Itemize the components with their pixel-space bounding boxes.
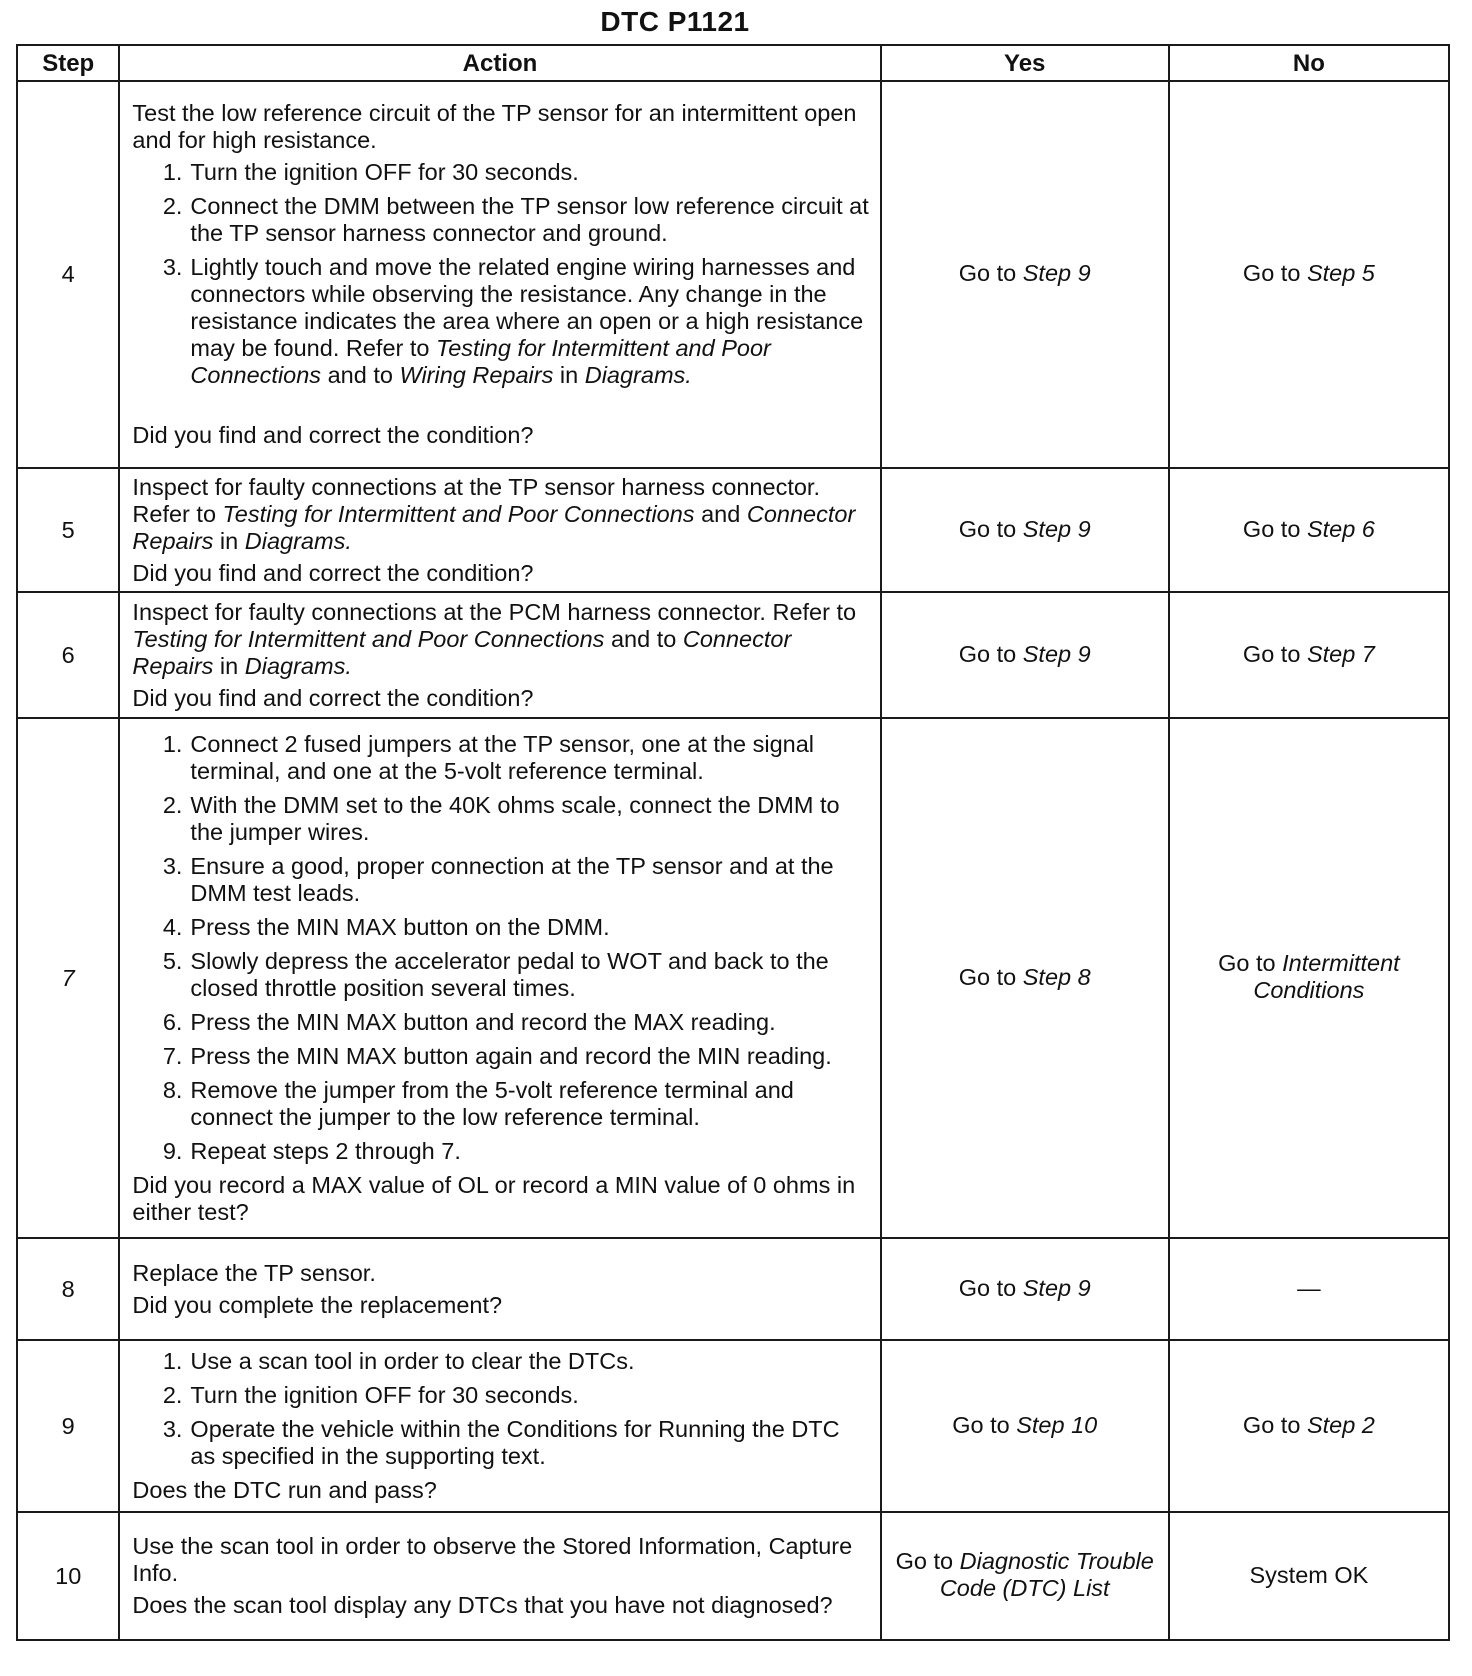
action-cell: [119, 1238, 880, 1340]
action-intro: Replace the TP sensor.: [132, 1259, 376, 1286]
no-cell: Go to Step 5: [1169, 81, 1449, 468]
list-item-text: Press the MIN MAX button again and record the MIN reading.: [190, 1042, 832, 1069]
header-step: Step: [17, 45, 119, 81]
goto-target: Step 10: [1016, 1411, 1098, 1438]
list-item-text: Turn the ignition OFF for 30 seconds.: [190, 159, 579, 185]
step-number: 10: [17, 1512, 119, 1640]
yes-cell: Go to Step 9: [881, 592, 1169, 718]
yes-cell: Go to Step 8: [881, 718, 1169, 1238]
goto-target: Step 7: [1306, 640, 1375, 667]
goto-target: Step 9: [1022, 1274, 1091, 1301]
step-number: 4: [17, 81, 119, 468]
list-item: 3. Ensure a good, proper connection at the TP sensor and at the DMM test leads.: [132, 853, 869, 907]
list-item: 1. Connect 2 fused jumpers at the TP sensor, one at the signal terminal, and one at the 5-volt reference terminal.: [132, 731, 869, 785]
yes-cell: Go to Step 9: [881, 1238, 1169, 1340]
reference-link: Testing for Intermittent and Poor Connections: [222, 500, 695, 527]
goto-target: Step 8: [1022, 963, 1091, 990]
action-question: Did you find and correct the condition?: [132, 422, 534, 448]
list-item: 6. Press the MIN MAX button and record the MAX reading.: [132, 1009, 869, 1036]
no-cell: Go to Step 2: [1169, 1340, 1449, 1512]
yes-cell: Go to Step 9: [881, 468, 1169, 592]
list-item-text: Remove the jumper from the 5-volt reference terminal and connect the jumper to the low reference terminal.: [190, 1076, 794, 1130]
action-intro: Inspect for faulty connections at the PCM harness connector. Refer to Testing for Intermittent and Poor Connections and to Connector Repairs in Diagrams.: [132, 598, 857, 679]
goto-target: Step 9: [1022, 640, 1091, 667]
step-number: 5: [17, 468, 119, 592]
action-cell: [119, 468, 880, 592]
substep-list: [132, 1348, 869, 1470]
action-intro: Use the scan tool in order to observe the Stored Information, Capture Info.: [132, 1533, 853, 1586]
list-item-text: Connect the DMM between the TP sensor low reference circuit at the TP sensor harness connector and ground.: [190, 193, 869, 246]
action-cell: [119, 592, 880, 718]
action-intro: Inspect for faulty connections at the TP sensor harness connector. Refer to Testing for Intermittent and Poor Connections and Connector Repairs in Diagrams.: [132, 473, 856, 554]
list-item: 4. Press the MIN MAX button on the DMM.: [132, 914, 869, 941]
action-question: Did you complete the replacement?: [132, 1291, 503, 1318]
reference-link: Diagrams.: [244, 652, 352, 679]
action-cell: [119, 1340, 880, 1512]
goto-target: Step 9: [1022, 260, 1091, 286]
header-yes: Yes: [881, 45, 1169, 81]
list-item: 7. Press the MIN MAX button again and record the MIN reading.: [132, 1043, 869, 1070]
action-question: Did you find and correct the condition?: [132, 559, 534, 586]
header-action: Action: [119, 45, 880, 81]
table-row: [17, 592, 1449, 718]
list-item-text: Slowly depress the accelerator pedal to WOT and back to the closed throttle position several times.: [190, 947, 829, 1001]
goto-target: Diagnostic Trouble Code (DTC) List: [939, 1548, 1154, 1601]
goto-target: Step 5: [1306, 260, 1375, 286]
list-item: 2. Connect the DMM between the TP sensor low reference circuit at the TP sensor harness connector and ground.: [162, 193, 869, 246]
reference-link: Diagrams.: [584, 362, 692, 388]
action-cell: [119, 81, 880, 468]
list-item: 8. Remove the jumper from the 5-volt reference terminal and connect the jumper to the low reference terminal.: [132, 1077, 869, 1131]
reference-link: Connector Repairs: [132, 625, 792, 679]
list-item-text: Lightly touch and move the related engine wiring harnesses and connectors while observing the resistance. Any change in the resistance indicates the area where an open or a high resistance may be found. Refer to Testing for Intermittent and Poor Connections and to Wiring Repairs in Diagrams.: [190, 254, 864, 388]
action-cell: [119, 1512, 880, 1640]
goto-target: Intermittent Conditions: [1253, 950, 1400, 1003]
step-number: 6: [17, 592, 119, 718]
table-row: [17, 1340, 1449, 1512]
reference-link: Diagrams.: [244, 527, 352, 554]
step-number: 7: [17, 718, 119, 1238]
list-item-text: Press the MIN MAX button and record the MAX reading.: [190, 1008, 776, 1035]
yes-cell: Go to Diagnostic Trouble Code (DTC) List: [881, 1512, 1169, 1640]
list-item-text: Use a scan tool in order to clear the DTCs.: [190, 1348, 635, 1374]
list-item: 3. Operate the vehicle within the Conditions for Running the DTC as specified in the supporting text.: [132, 1416, 869, 1470]
list-item: 2. With the DMM set to the 40K ohms scale, connect the DMM to the jumper wires.: [132, 792, 869, 846]
table-header-row: [17, 45, 1449, 81]
no-cell: Go to Step 7: [1169, 592, 1449, 718]
list-item: 2. Turn the ignition OFF for 30 seconds.: [132, 1382, 869, 1409]
table-row: [17, 1238, 1449, 1340]
list-item-text: Turn the ignition OFF for 30 seconds.: [190, 1382, 579, 1408]
action-question: Does the DTC run and pass?: [132, 1477, 437, 1503]
list-item: 5. Slowly depress the accelerator pedal to WOT and back to the closed throttle position several times.: [132, 948, 869, 1002]
table-row: [17, 718, 1449, 1238]
goto-target: Step 2: [1306, 1411, 1375, 1438]
action-question: Did you record a MAX value of OL or record a MIN value of 0 ohms in either test?: [132, 1171, 856, 1225]
substep-list: [132, 159, 869, 389]
table-row: [17, 1512, 1449, 1640]
list-item-text: With the DMM set to the 40K ohms scale, connect the DMM to the jumper wires.: [190, 791, 840, 845]
list-item: 9. Repeat steps 2 through 7.: [132, 1138, 869, 1165]
action-intro: Test the low reference circuit of the TP sensor for an intermittent open and for high resistance.: [132, 100, 857, 153]
list-item-text: Repeat steps 2 through 7.: [190, 1137, 461, 1164]
step-number: 8: [17, 1238, 119, 1340]
action-question: Does the scan tool display any DTCs that you have not diagnosed?: [132, 1592, 833, 1618]
list-item-text: Operate the vehicle within the Conditions for Running the DTC as specified in the supporting text.: [190, 1416, 840, 1469]
no-cell: —: [1169, 1238, 1449, 1340]
list-item-text: Press the MIN MAX button on the DMM.: [190, 913, 610, 940]
list-item: 3. Lightly touch and move the related engine wiring harnesses and connectors while observing the resistance. Any change in the resistance indicates the area where an open or a high resistance may be found. Refer to Testing for Intermittent and Poor Connections and to Wiring Repairs in Diagrams.: [132, 254, 869, 389]
action-cell: [119, 718, 880, 1238]
yes-cell: Go to Step 9: [881, 81, 1169, 468]
list-item-text: Ensure a good, proper connection at the TP sensor and at the DMM test leads.: [190, 852, 834, 906]
table-row: [17, 81, 1449, 468]
no-cell: Go to Intermittent Conditions: [1169, 718, 1449, 1238]
substep-list: [132, 731, 869, 1165]
goto-target: Step 9: [1022, 515, 1091, 542]
reference-link: Connector Repairs: [132, 500, 856, 554]
list-item: 1. Turn the ignition OFF for 30 seconds.: [132, 159, 869, 186]
step-number: 9: [17, 1340, 119, 1512]
diagnostic-table: [16, 44, 1450, 1641]
reference-link: Wiring Repairs: [399, 362, 554, 388]
list-item-text: Connect 2 fused jumpers at the TP sensor, one at the signal terminal, and one at the 5-volt reference terminal.: [190, 730, 814, 784]
header-no: No: [1169, 45, 1449, 81]
no-cell: Go to Step 6: [1169, 468, 1449, 592]
no-cell: System OK: [1169, 1512, 1449, 1640]
reference-link: Testing for Intermittent and Poor Connections: [132, 625, 605, 652]
yes-cell: Go to Step 10: [881, 1340, 1169, 1512]
list-item: 1. Use a scan tool in order to clear the DTCs.: [132, 1348, 869, 1375]
reference-link: Testing for Intermittent and Poor Connections: [190, 335, 771, 388]
table-row: [17, 468, 1449, 592]
page-title: DTC P1121: [600, 6, 750, 37]
action-question: Did you find and correct the condition?: [132, 684, 534, 711]
goto-target: Step 6: [1306, 515, 1375, 542]
